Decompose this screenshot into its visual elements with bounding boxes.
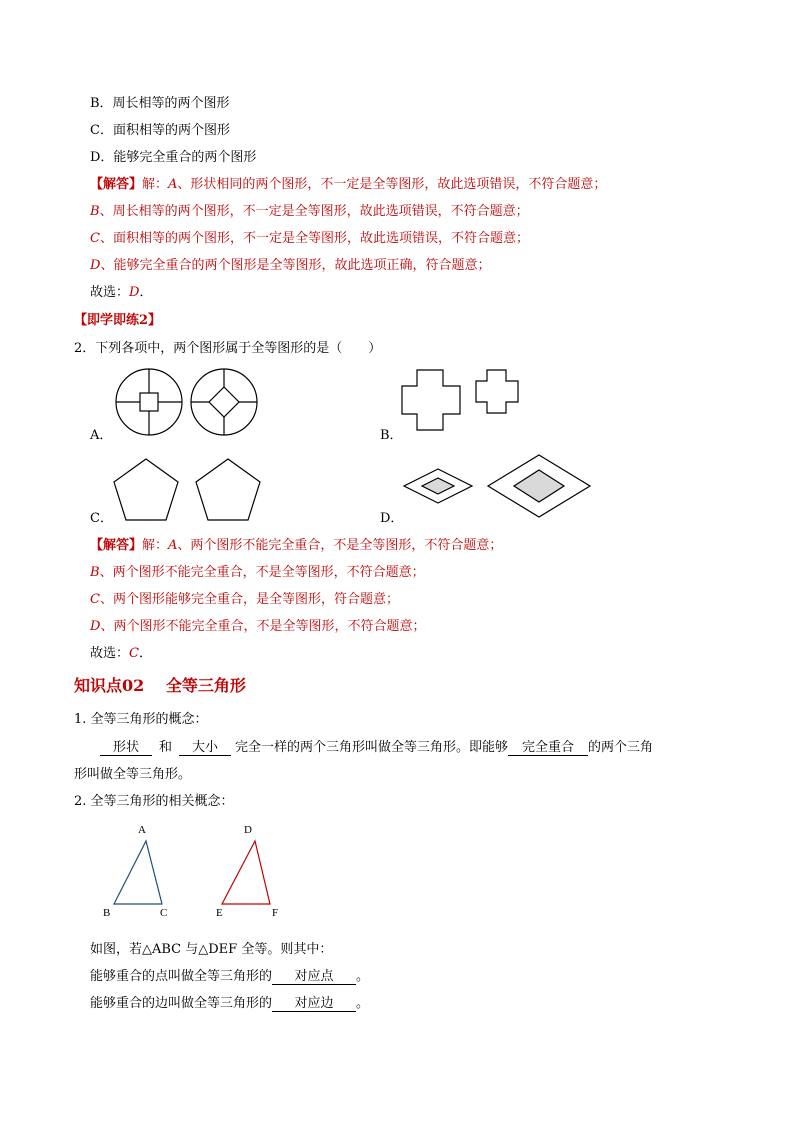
blank-coincide: 完全重合 <box>508 740 588 756</box>
answer-tag: 【解答】 <box>90 177 143 192</box>
vertex-label-e: E <box>216 907 223 919</box>
q2-answer-line-b <box>90 565 425 581</box>
answer-letter: C <box>90 231 100 246</box>
option-c-label: C． <box>90 511 113 526</box>
q2-final-choice <box>90 646 152 662</box>
blank-corresponding-points: 对应点 <box>272 969 356 985</box>
triangle-def <box>222 841 270 904</box>
answer-letter: C <box>90 592 100 607</box>
answer-text: 、能够完全重合的两个图形是全等图形，故此选项正确，符合题意； <box>100 258 491 273</box>
answer-text: 、两个图形不能完全重合，不是全等图形，不符合题意； <box>177 538 503 553</box>
answer-letter: D <box>90 258 101 273</box>
q1-answer-line-a <box>90 177 606 193</box>
q2-answer-line-d <box>90 619 425 635</box>
blank-shape: 形状 <box>100 740 152 756</box>
vertex-label-a: A <box>138 824 146 836</box>
vertex-label-d: D <box>244 824 252 836</box>
option-a-label: A． <box>90 428 113 443</box>
item-1-title: 1. 全等三角形的概念： <box>74 712 208 727</box>
concept-middle: 完全一样的两个三角形叫做全等三角形。即能够 <box>235 740 509 755</box>
final-letter: C <box>129 646 139 661</box>
item-2-title: 2. 全等三角形的相关概念： <box>74 794 234 809</box>
q2-stem: 2．下列各项中，两个图形属于全等图形的是（ ） <box>74 341 382 356</box>
edges-prefix: 能够重合的边叫做全等三角形的 <box>90 996 273 1011</box>
triangles-figure <box>110 836 290 916</box>
corresponding-points-line <box>90 969 369 985</box>
answer-letter: B <box>90 565 100 580</box>
practice-title: 【即学即练2】 <box>74 313 162 328</box>
q1-answer-line-d <box>90 258 490 274</box>
answer-letter: B <box>90 204 100 219</box>
blank-corresponding-edges: 对应边 <box>272 996 356 1012</box>
answer-text: 、两个图形能够完全重合，是全等图形，符合题意； <box>99 592 399 607</box>
triangle-abc <box>114 841 162 904</box>
final-prefix: 故选： <box>90 646 130 661</box>
points-prefix: 能够重合的点叫做全等三角形的 <box>90 969 273 984</box>
answer-letter: A <box>168 177 178 192</box>
answer-jie: 解： <box>142 177 169 192</box>
final-suffix: ． <box>139 285 153 300</box>
vertex-label-c: C <box>160 907 168 919</box>
q1-option-b: B．周长相等的两个图形 <box>90 96 230 111</box>
end-mark: 。 <box>356 996 370 1011</box>
option-b-figure <box>400 368 525 440</box>
answer-letter: A <box>168 538 178 553</box>
option-c-figure <box>110 455 270 525</box>
final-suffix: ． <box>138 646 152 661</box>
corresponding-edges-line <box>90 996 369 1012</box>
q2-answer-line-c <box>90 592 399 608</box>
figure-description: 如图，若△ABC 与△DEF 全等。则其中： <box>90 942 333 957</box>
option-a-figure <box>112 366 262 440</box>
final-letter: D <box>129 285 140 300</box>
concept-line-1 <box>100 740 653 756</box>
vertex-label-b: B <box>103 907 111 919</box>
word-and: 和 <box>159 740 173 755</box>
q1-answer-line-c <box>90 231 529 247</box>
q1-final-choice <box>90 285 152 301</box>
q1-option-c: C．面积相等的两个图形 <box>90 123 230 138</box>
answer-letter: D <box>90 619 101 634</box>
end-mark: 。 <box>356 969 370 984</box>
q2-answer-line-a <box>90 538 502 554</box>
answer-text: 、面积相等的两个图形，不一定是全等图形，故此选项错误，不符合题意； <box>99 231 529 246</box>
q1-answer-line-b <box>90 204 529 220</box>
blank-size: 大小 <box>179 740 231 756</box>
option-b-label: B． <box>380 428 403 443</box>
concept-line-2: 形叫做全等三角形。 <box>74 767 192 782</box>
answer-text: 、形状相同的两个图形，不一定是全等图形，故此选项错误，不符合题意； <box>177 177 607 192</box>
answer-text: 、两个图形不能完全重合，不是全等图形，不符合题意； <box>100 619 426 634</box>
final-prefix: 故选： <box>90 285 130 300</box>
answer-jie: 解： <box>142 538 169 553</box>
answer-text: 、两个图形不能完全重合，不是全等图形，不符合题意； <box>99 565 425 580</box>
section-heading: 知识点02 全等三角形 <box>74 676 246 695</box>
option-d-label: D． <box>380 511 404 526</box>
vertex-label-f: F <box>272 907 279 919</box>
q1-option-d: D．能够完全重合的两个图形 <box>90 150 257 165</box>
answer-text: 、周长相等的两个图形，不一定是全等图形，故此选项错误，不符合题意； <box>99 204 529 219</box>
option-d-figure <box>400 452 595 522</box>
answer-tag: 【解答】 <box>90 538 143 553</box>
concept-tail: 的两个三角 <box>588 740 654 755</box>
